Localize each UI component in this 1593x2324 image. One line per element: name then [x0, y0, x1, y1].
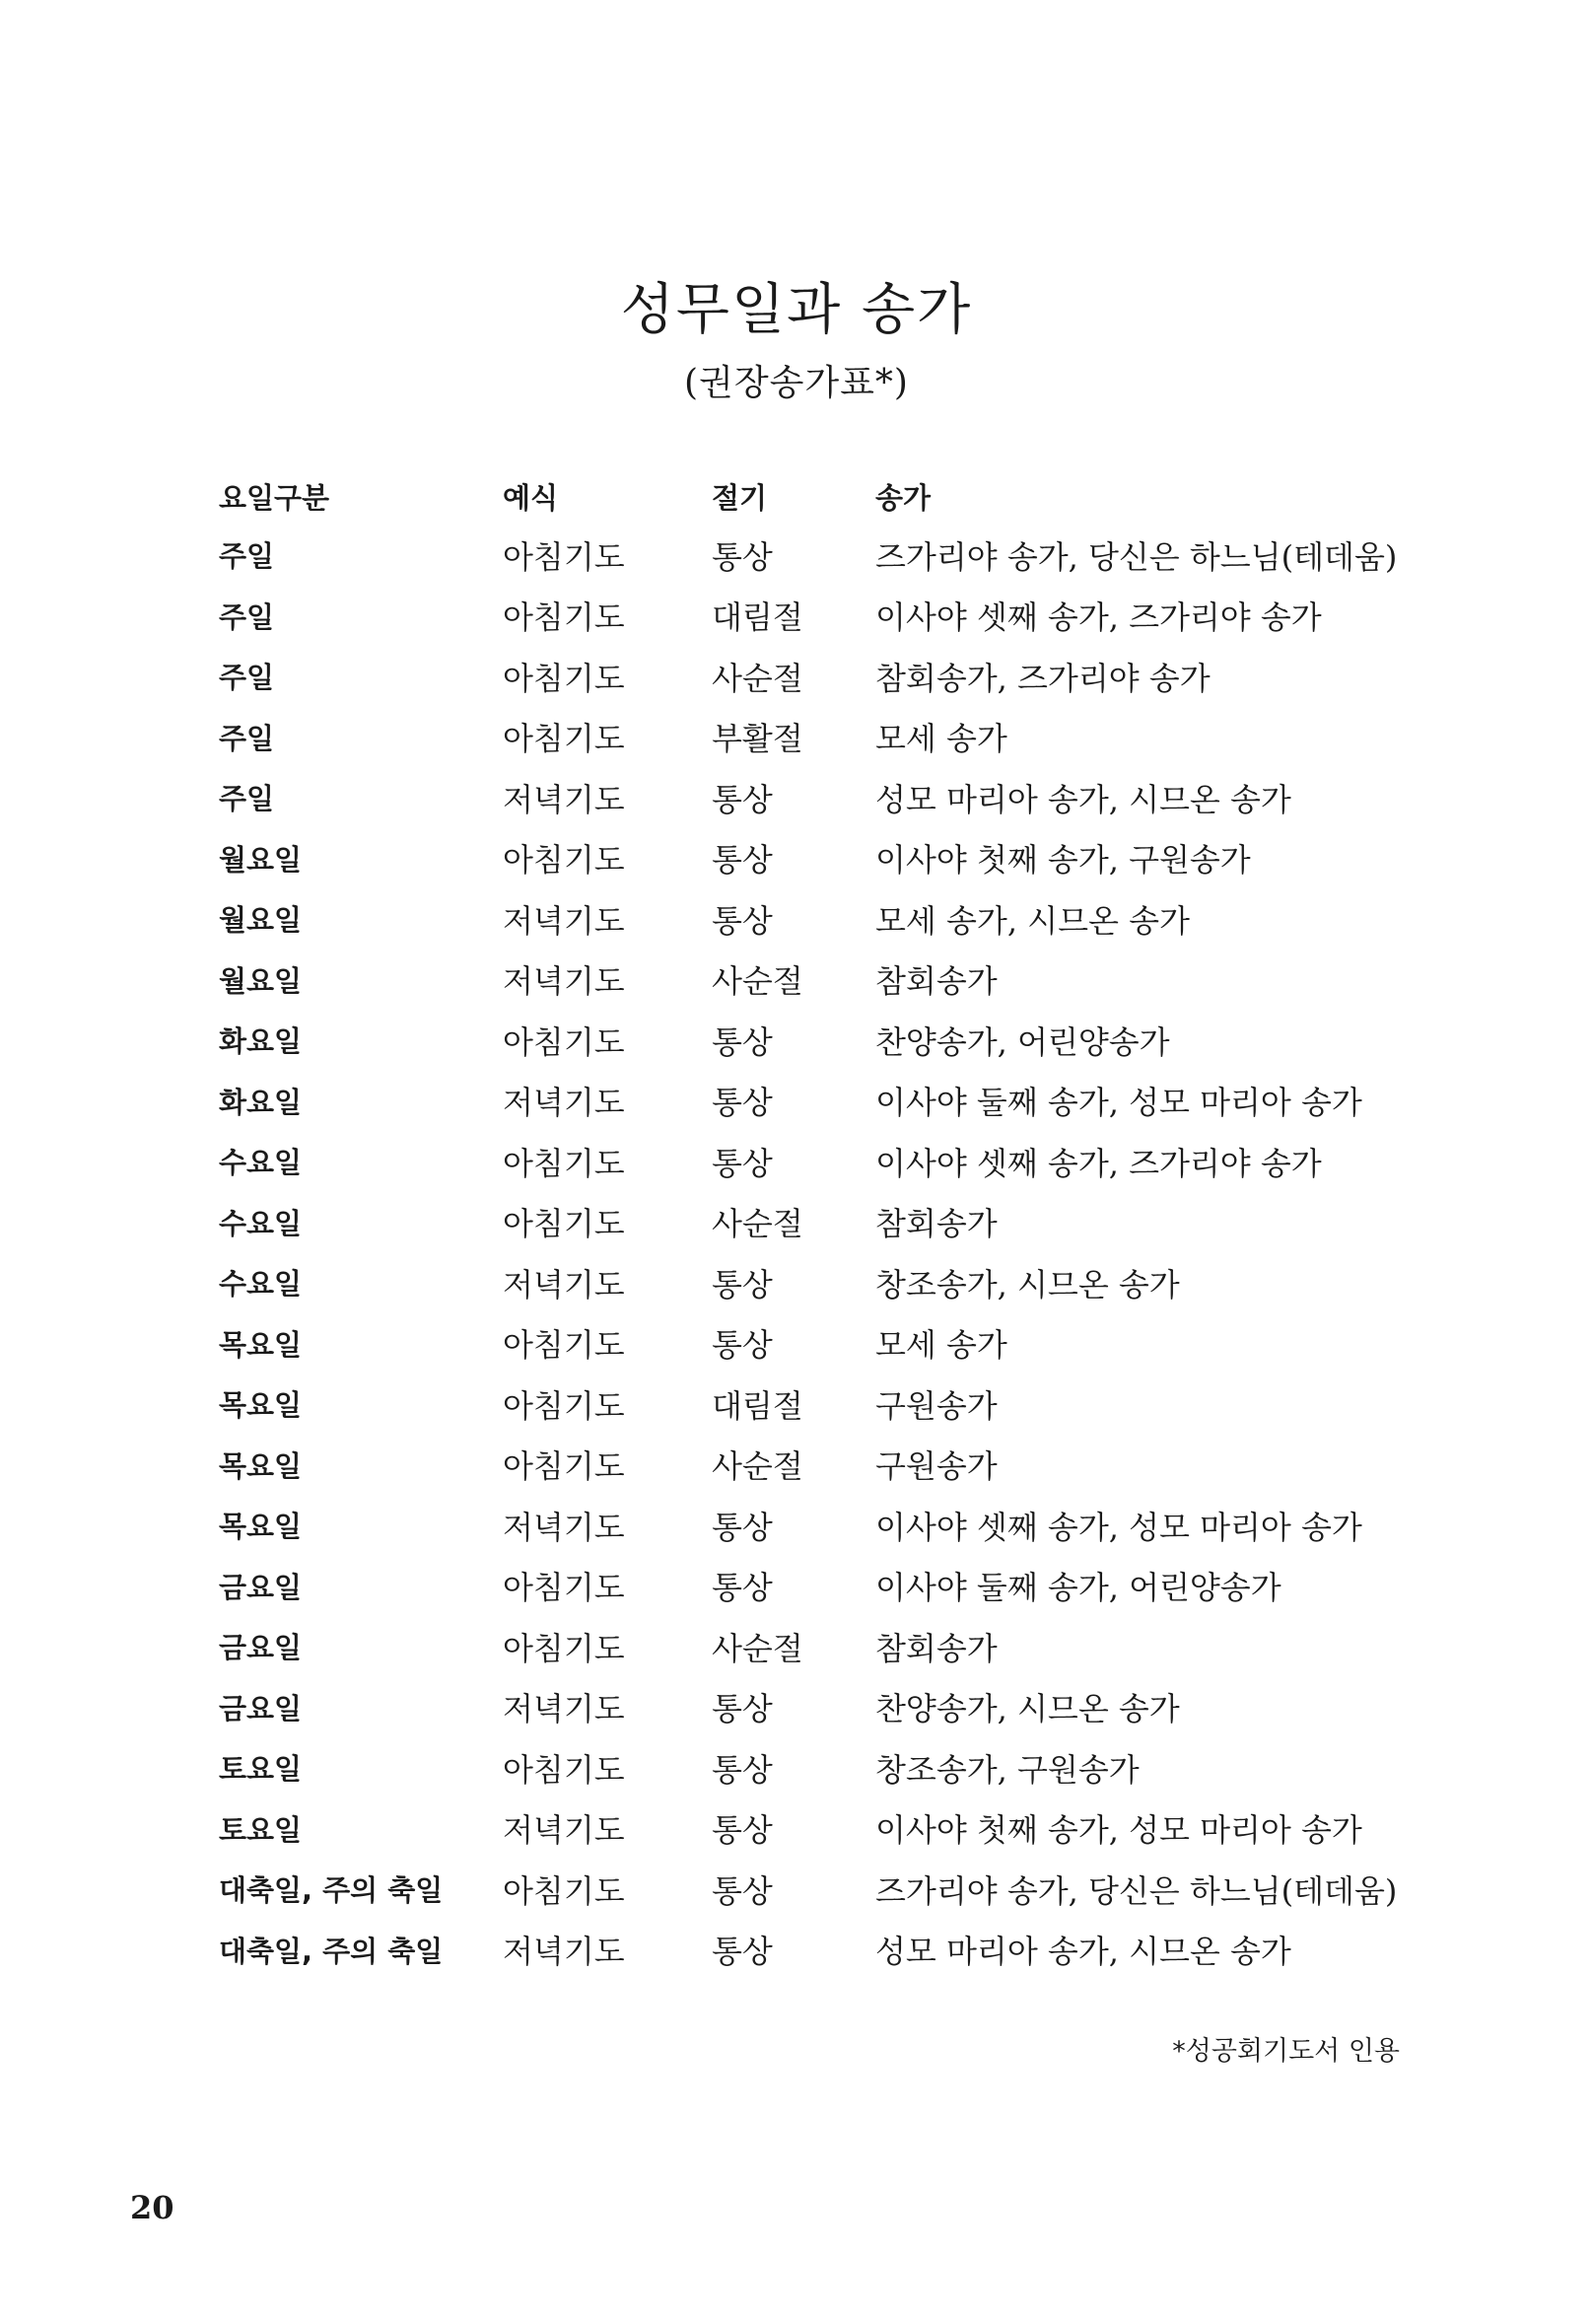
cell-day: 주일 — [219, 599, 275, 634]
cell-season: 통상 — [712, 1144, 773, 1182]
table-row — [219, 1859, 1427, 1920]
cell-day: 주일 — [219, 782, 275, 816]
cell-rite: 아침기도 — [503, 1022, 625, 1061]
cell-season: 부활절 — [712, 720, 803, 758]
cell-rite: 저녁기도 — [503, 1690, 625, 1728]
cell-season: 대림절 — [712, 599, 803, 637]
table-row — [219, 767, 1427, 828]
table-row — [219, 1677, 1427, 1738]
table-row — [219, 1313, 1427, 1374]
cell-rite: 아침기도 — [503, 659, 625, 697]
cell-hymn: 이사야 셋째 송가, 즈가리야 송가 — [875, 1144, 1322, 1182]
table-row — [219, 1192, 1427, 1253]
table-row — [219, 1252, 1427, 1313]
table-row — [219, 707, 1427, 768]
cell-rite: 아침기도 — [503, 1144, 625, 1182]
table-row — [219, 646, 1427, 707]
cell-hymn: 모세 송가, 시므온 송가 — [875, 901, 1190, 940]
cell-rite: 저녁기도 — [503, 1933, 625, 1971]
cell-season: 통상 — [712, 1811, 773, 1850]
cell-day: 수요일 — [219, 1267, 303, 1302]
table-row — [219, 888, 1427, 950]
footnote: *성공회기도서 인용 — [1172, 2036, 1400, 2067]
cell-rite: 아침기도 — [503, 1386, 625, 1425]
cell-hymn: 참회송가 — [875, 1629, 998, 1667]
cell-hymn: 구원송가 — [875, 1447, 998, 1486]
cell-rite: 아침기도 — [503, 1205, 625, 1243]
cell-hymn: 즈가리야 송가, 당신은 하느님(테데움) — [875, 537, 1398, 576]
cell-rite: 아침기도 — [503, 1447, 625, 1486]
cell-season: 통상 — [712, 841, 773, 880]
cell-day: 주일 — [219, 539, 275, 574]
cell-hymn: 구원송가 — [875, 1386, 998, 1425]
page-subtitle: (권장송가표*) — [684, 363, 909, 403]
cell-hymn: 이사야 셋째 송가, 성모 마리아 송가 — [875, 1508, 1362, 1546]
cell-rite: 아침기도 — [503, 1629, 625, 1667]
cell-season: 사순절 — [712, 1629, 803, 1667]
cell-hymn: 참회송가, 즈가리야 송가 — [875, 659, 1211, 697]
cell-season: 통상 — [712, 1508, 773, 1546]
cell-season: 통상 — [712, 1690, 773, 1728]
cell-rite: 아침기도 — [503, 1750, 625, 1789]
cell-rite: 아침기도 — [503, 537, 625, 576]
cell-hymn: 창조송가, 구원송가 — [875, 1750, 1140, 1789]
header-rite: 예식 — [503, 480, 559, 515]
table-row — [219, 1131, 1427, 1192]
table-row — [219, 1616, 1427, 1677]
cell-day: 목요일 — [219, 1448, 303, 1483]
cell-rite: 아침기도 — [503, 720, 625, 758]
cell-rite: 저녁기도 — [503, 1811, 625, 1850]
cell-day: 대축일, 주의 축일 — [219, 1934, 444, 1968]
cell-season: 통상 — [712, 1933, 773, 1971]
table-row — [219, 1435, 1427, 1496]
cell-day: 주일 — [219, 661, 275, 695]
cell-day: 토요일 — [219, 1752, 303, 1787]
cell-hymn: 성모 마리아 송가, 시므온 송가 — [875, 1933, 1291, 1971]
table-row — [219, 828, 1427, 889]
cell-season: 사순절 — [712, 1205, 803, 1243]
cell-day: 주일 — [219, 721, 275, 755]
cell-season: 통상 — [712, 1265, 773, 1303]
cell-hymn: 찬양송가, 어린양송가 — [875, 1022, 1170, 1061]
cell-day: 월요일 — [219, 903, 303, 938]
table-row — [219, 1373, 1427, 1435]
cell-hymn: 성모 마리아 송가, 시므온 송가 — [875, 780, 1291, 818]
cell-hymn: 모세 송가 — [875, 1326, 1007, 1365]
table-row — [219, 950, 1427, 1011]
cell-hymn: 이사야 첫째 송가, 구원송가 — [875, 841, 1251, 880]
cell-season: 사순절 — [712, 962, 803, 1001]
table-header — [219, 467, 1427, 525]
cell-hymn: 이사야 셋째 송가, 즈가리야 송가 — [875, 599, 1322, 637]
table-header-row — [219, 467, 1427, 525]
cell-rite: 아침기도 — [503, 1871, 625, 1910]
cell-day: 목요일 — [219, 1388, 303, 1423]
cell-day: 금요일 — [219, 1570, 303, 1604]
cell-hymn: 참회송가 — [875, 1205, 998, 1243]
cell-day: 수요일 — [219, 1206, 303, 1240]
table-row — [219, 1495, 1427, 1556]
cell-rite: 저녁기도 — [503, 780, 625, 818]
cell-day: 대축일, 주의 축일 — [219, 1873, 444, 1908]
cell-season: 통상 — [712, 1569, 773, 1607]
cell-day: 목요일 — [219, 1510, 303, 1544]
cell-hymn: 즈가리야 송가, 당신은 하느님(테데움) — [875, 1871, 1398, 1910]
cell-day: 토요일 — [219, 1812, 303, 1847]
header-season: 절기 — [712, 480, 768, 515]
table-row — [219, 1071, 1427, 1132]
cell-day: 금요일 — [219, 1691, 303, 1725]
cell-season: 통상 — [712, 1326, 773, 1365]
table-row — [219, 1737, 1427, 1798]
cell-day: 수요일 — [219, 1146, 303, 1180]
cell-hymn: 이사야 둘째 송가, 성모 마리아 송가 — [875, 1084, 1362, 1122]
page-title: 성무일과 송가 — [620, 278, 973, 342]
cell-hymn: 찬양송가, 시므온 송가 — [875, 1690, 1180, 1728]
cell-day: 목요일 — [219, 1327, 303, 1362]
cell-season: 통상 — [712, 901, 773, 940]
table-row — [219, 1920, 1427, 1981]
table-row — [219, 525, 1427, 586]
cell-season: 사순절 — [712, 1447, 803, 1486]
cell-season: 통상 — [712, 780, 773, 818]
table-row — [219, 1798, 1427, 1860]
page-number: 20 — [130, 2189, 174, 2226]
cell-rite: 아침기도 — [503, 1569, 625, 1607]
table-row — [219, 586, 1427, 647]
cell-season: 통상 — [712, 1084, 773, 1122]
cell-hymn: 참회송가 — [875, 962, 998, 1001]
cell-season: 통상 — [712, 1022, 773, 1061]
table-row — [219, 1556, 1427, 1617]
cell-hymn: 창조송가, 시므온 송가 — [875, 1265, 1180, 1303]
cell-rite: 저녁기도 — [503, 1265, 625, 1303]
cell-day: 월요일 — [219, 963, 303, 998]
cell-hymn: 이사야 둘째 송가, 어린양송가 — [875, 1569, 1281, 1607]
table-row — [219, 1010, 1427, 1071]
cell-season: 통상 — [712, 537, 773, 576]
cell-hymn: 이사야 첫째 송가, 성모 마리아 송가 — [875, 1811, 1362, 1850]
cell-season: 대림절 — [712, 1386, 803, 1425]
cell-day: 화요일 — [219, 1085, 303, 1119]
hymn-schedule-table — [219, 467, 1427, 1980]
cell-rite: 저녁기도 — [503, 1084, 625, 1122]
cell-rite: 아침기도 — [503, 841, 625, 880]
cell-hymn: 모세 송가 — [875, 720, 1007, 758]
cell-season: 통상 — [712, 1750, 773, 1789]
cell-day: 금요일 — [219, 1631, 303, 1665]
header-hymn: 송가 — [875, 480, 932, 515]
cell-day: 월요일 — [219, 842, 303, 877]
cell-day: 화요일 — [219, 1024, 303, 1059]
cell-rite: 아침기도 — [503, 1326, 625, 1365]
cell-rite: 저녁기도 — [503, 901, 625, 940]
cell-season: 사순절 — [712, 659, 803, 697]
header-day: 요일구분 — [219, 480, 330, 515]
cell-season: 통상 — [712, 1871, 773, 1910]
cell-rite: 저녁기도 — [503, 1508, 625, 1546]
cell-rite: 저녁기도 — [503, 962, 625, 1001]
table-body — [219, 525, 1427, 1980]
cell-rite: 아침기도 — [503, 599, 625, 637]
